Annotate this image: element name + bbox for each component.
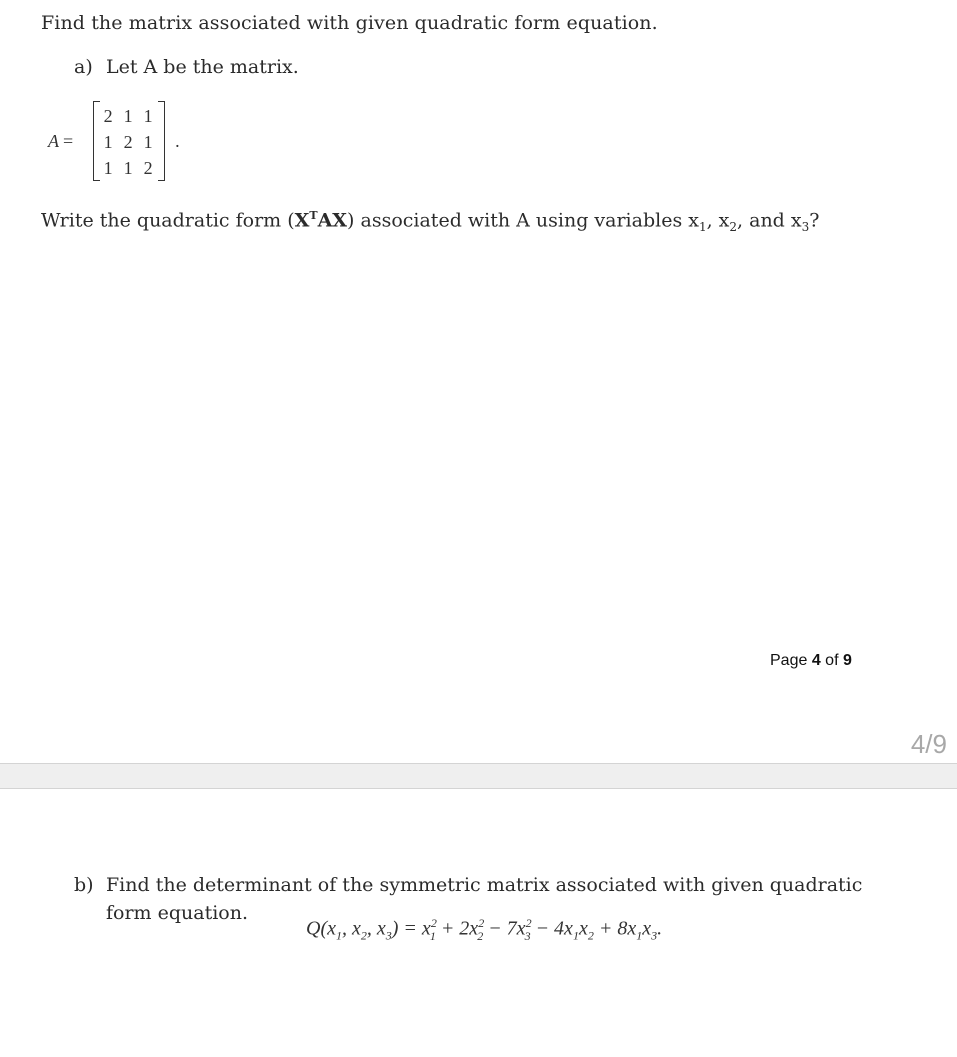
matrix-grid — [99, 103, 157, 181]
matrix-cell: 1 — [103, 132, 113, 152]
matrix-cell: 1 — [123, 158, 133, 178]
matrix-cell: 1 — [103, 158, 113, 178]
part-a — [74, 56, 299, 78]
right-bracket — [158, 101, 165, 181]
matrix-cell: 2 — [123, 132, 133, 152]
matrix-cell: 1 — [143, 132, 153, 152]
matrix-name: A = — [48, 130, 74, 151]
quadratic-form-question: Write the quadratic form $(X^TAX)$ associated with A using variables $x_1$, $x_2$, and $x_3$? — [41, 209, 820, 235]
matrix-a — [93, 101, 165, 181]
page-footer: Page 4 of 9 — [770, 652, 852, 669]
matrix-equation — [48, 100, 180, 182]
matrix-cell: 1 — [123, 106, 133, 126]
left-bracket — [93, 101, 100, 181]
part-b-label: b) — [74, 874, 94, 896]
matrix-cell: 2 — [143, 158, 153, 178]
quadratic-formula: $Q(x_1$, $x_2$, $x_3) = x^2_1 + 2x^2_2 - 7x^2_3 - 4x_1x_2 + 8x_1x_3$. — [306, 916, 663, 943]
matrix-period: . — [175, 130, 180, 151]
matrix-cell: 2 — [103, 106, 113, 126]
page-separator — [0, 763, 957, 789]
equals-sign: = — [63, 130, 74, 151]
matrix-cell: 1 — [143, 106, 153, 126]
part-b-text-cont: form equation. — [106, 902, 249, 924]
part-b-text: Find the determinant of the symmetric matrix associated with given quadratic — [106, 874, 863, 896]
part-a-text: Let A be the matrix. — [106, 56, 299, 78]
problem-heading: Find the matrix associated with given quadratic form equation. — [41, 12, 658, 34]
part-a-label: a) — [74, 56, 93, 78]
page-counter: 4/9 — [910, 729, 947, 759]
